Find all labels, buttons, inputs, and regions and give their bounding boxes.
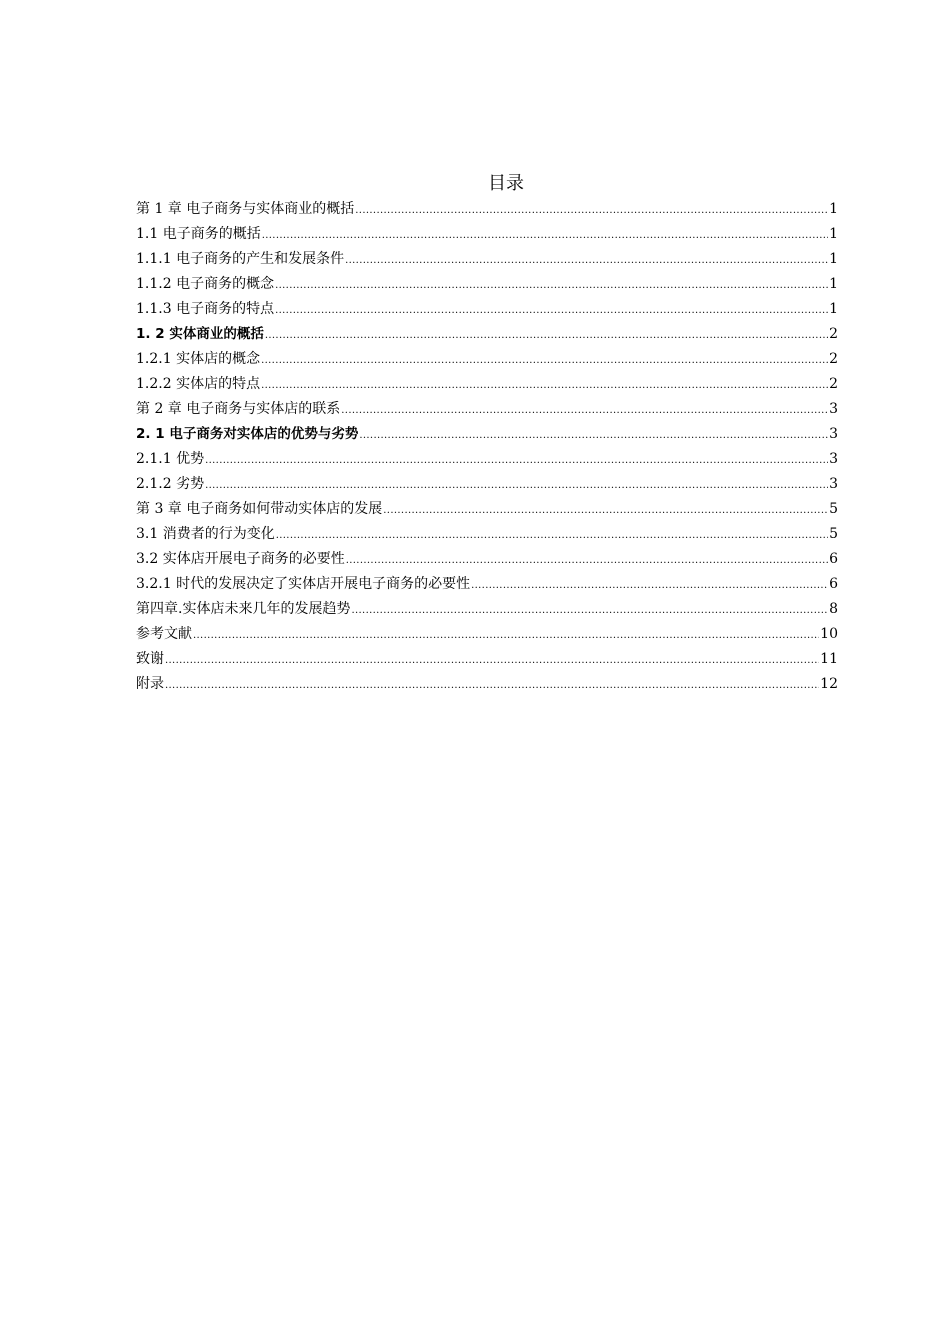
toc-dot-leader — [355, 197, 828, 223]
toc-entry[interactable] — [136, 397, 838, 422]
toc-entry-page-number: 2 — [829, 351, 838, 367]
toc-entry[interactable] — [136, 472, 838, 497]
toc-entry[interactable] — [136, 647, 838, 672]
toc-entry[interactable] — [136, 322, 838, 347]
toc-dot-leader — [261, 347, 828, 373]
toc-dot-leader — [262, 222, 828, 248]
toc-entry-page-number: 8 — [829, 601, 838, 617]
toc-entry[interactable] — [136, 547, 838, 572]
toc-entry-page-number: 3 — [829, 476, 838, 492]
toc-dot-leader — [341, 397, 828, 423]
toc-entry-label: 1.2.2 实体店的特点 — [136, 376, 261, 392]
toc-entry-label: 第 2 章 电子商务与实体店的联系 — [136, 401, 341, 417]
toc-entry-label: 1.1 电子商务的概括 — [136, 226, 261, 242]
toc-entry[interactable] — [136, 597, 838, 622]
toc-entry[interactable] — [136, 247, 838, 272]
toc-entry[interactable] — [136, 272, 838, 297]
toc-dot-leader — [205, 472, 828, 498]
toc-entry[interactable] — [136, 522, 838, 547]
toc-entry-label: 1.2.1 实体店的概念 — [136, 351, 261, 367]
toc-entry-page-number: 1 — [829, 201, 838, 217]
toc-entry-page-number: 1 — [829, 251, 838, 267]
toc-entry[interactable] — [136, 372, 838, 397]
toc-dot-leader — [346, 547, 828, 573]
toc-dot-leader — [275, 272, 828, 298]
toc-entry-label: 2.1.2 劣势 — [136, 476, 205, 492]
toc-dot-leader — [265, 322, 828, 348]
toc-entry-label: 第 1 章 电子商务与实体商业的概括 — [136, 201, 355, 217]
toc-entry[interactable] — [136, 297, 838, 322]
toc-entry-page-number: 6 — [829, 551, 838, 567]
toc-entry-label: 2. 1 电子商务对实体店的优势与劣势 — [136, 426, 359, 442]
toc-entry[interactable] — [136, 672, 838, 697]
toc-entry-page-number: 3 — [829, 426, 838, 442]
toc-entry-page-number: 1 — [829, 226, 838, 242]
toc-dot-leader — [275, 297, 828, 323]
toc-entry-label: 1.1.1 电子商务的产生和发展条件 — [136, 251, 345, 267]
toc-entry-page-number: 2 — [829, 376, 838, 392]
toc-entry-page-number: 10 — [820, 626, 838, 642]
toc-entry[interactable] — [136, 572, 838, 597]
toc-dot-leader — [471, 572, 828, 598]
toc-dot-leader — [345, 247, 828, 273]
toc-title: 目录 — [488, 173, 524, 194]
toc-entry-label: 2.1.1 优势 — [136, 451, 205, 467]
toc-dot-leader — [205, 447, 828, 473]
toc-entry[interactable] — [136, 222, 838, 247]
toc-dot-leader — [261, 372, 828, 398]
toc-entry-label: 1.1.2 电子商务的概念 — [136, 276, 275, 292]
toc-entry-label: 1.1.3 电子商务的特点 — [136, 301, 275, 317]
toc-entry-page-number: 5 — [829, 501, 838, 517]
toc-entry[interactable] — [136, 197, 838, 222]
toc-dot-leader — [165, 672, 819, 698]
toc-entry-label: 第 3 章 电子商务如何带动实体店的发展 — [136, 501, 383, 517]
toc-entry-page-number: 1 — [829, 276, 838, 292]
toc-entry-label: 1. 2 实体商业的概括 — [136, 326, 264, 342]
toc-dot-leader — [383, 497, 828, 523]
toc-entry-label: 附录 — [136, 676, 164, 692]
toc-entry-page-number: 11 — [820, 651, 838, 667]
toc-entry[interactable] — [136, 497, 838, 522]
toc-entry-label: 3.2 实体店开展电子商务的必要性 — [136, 551, 345, 567]
toc-dot-leader — [359, 422, 828, 448]
toc-dot-leader — [351, 597, 828, 623]
toc-entry-page-number: 5 — [829, 526, 838, 542]
toc-entry-page-number: 1 — [829, 301, 838, 317]
toc-entry-page-number: 3 — [829, 451, 838, 467]
toc-entry-label: 参考文献 — [136, 626, 192, 642]
toc-entry[interactable] — [136, 347, 838, 372]
toc-entry-page-number: 2 — [829, 326, 838, 342]
toc-entry-page-number: 6 — [829, 576, 838, 592]
toc-entry[interactable] — [136, 447, 838, 472]
toc-entry-label: 致谢 — [136, 651, 164, 667]
toc-dot-leader — [193, 622, 819, 648]
toc-entry-page-number: 12 — [820, 676, 838, 692]
table-of-contents — [136, 197, 838, 697]
toc-entry-page-number: 3 — [829, 401, 838, 417]
toc-entry-label: 3.1 消费者的行为变化 — [136, 526, 275, 542]
toc-dot-leader — [276, 522, 828, 548]
toc-entry[interactable] — [136, 622, 838, 647]
toc-entry-label: 3.2.1 时代的发展决定了实体店开展电子商务的必要性 — [136, 576, 471, 592]
toc-dot-leader — [165, 647, 819, 673]
toc-entry[interactable] — [136, 422, 838, 447]
toc-entry-label: 第四章.实体店未来几年的发展趋势 — [136, 601, 351, 617]
